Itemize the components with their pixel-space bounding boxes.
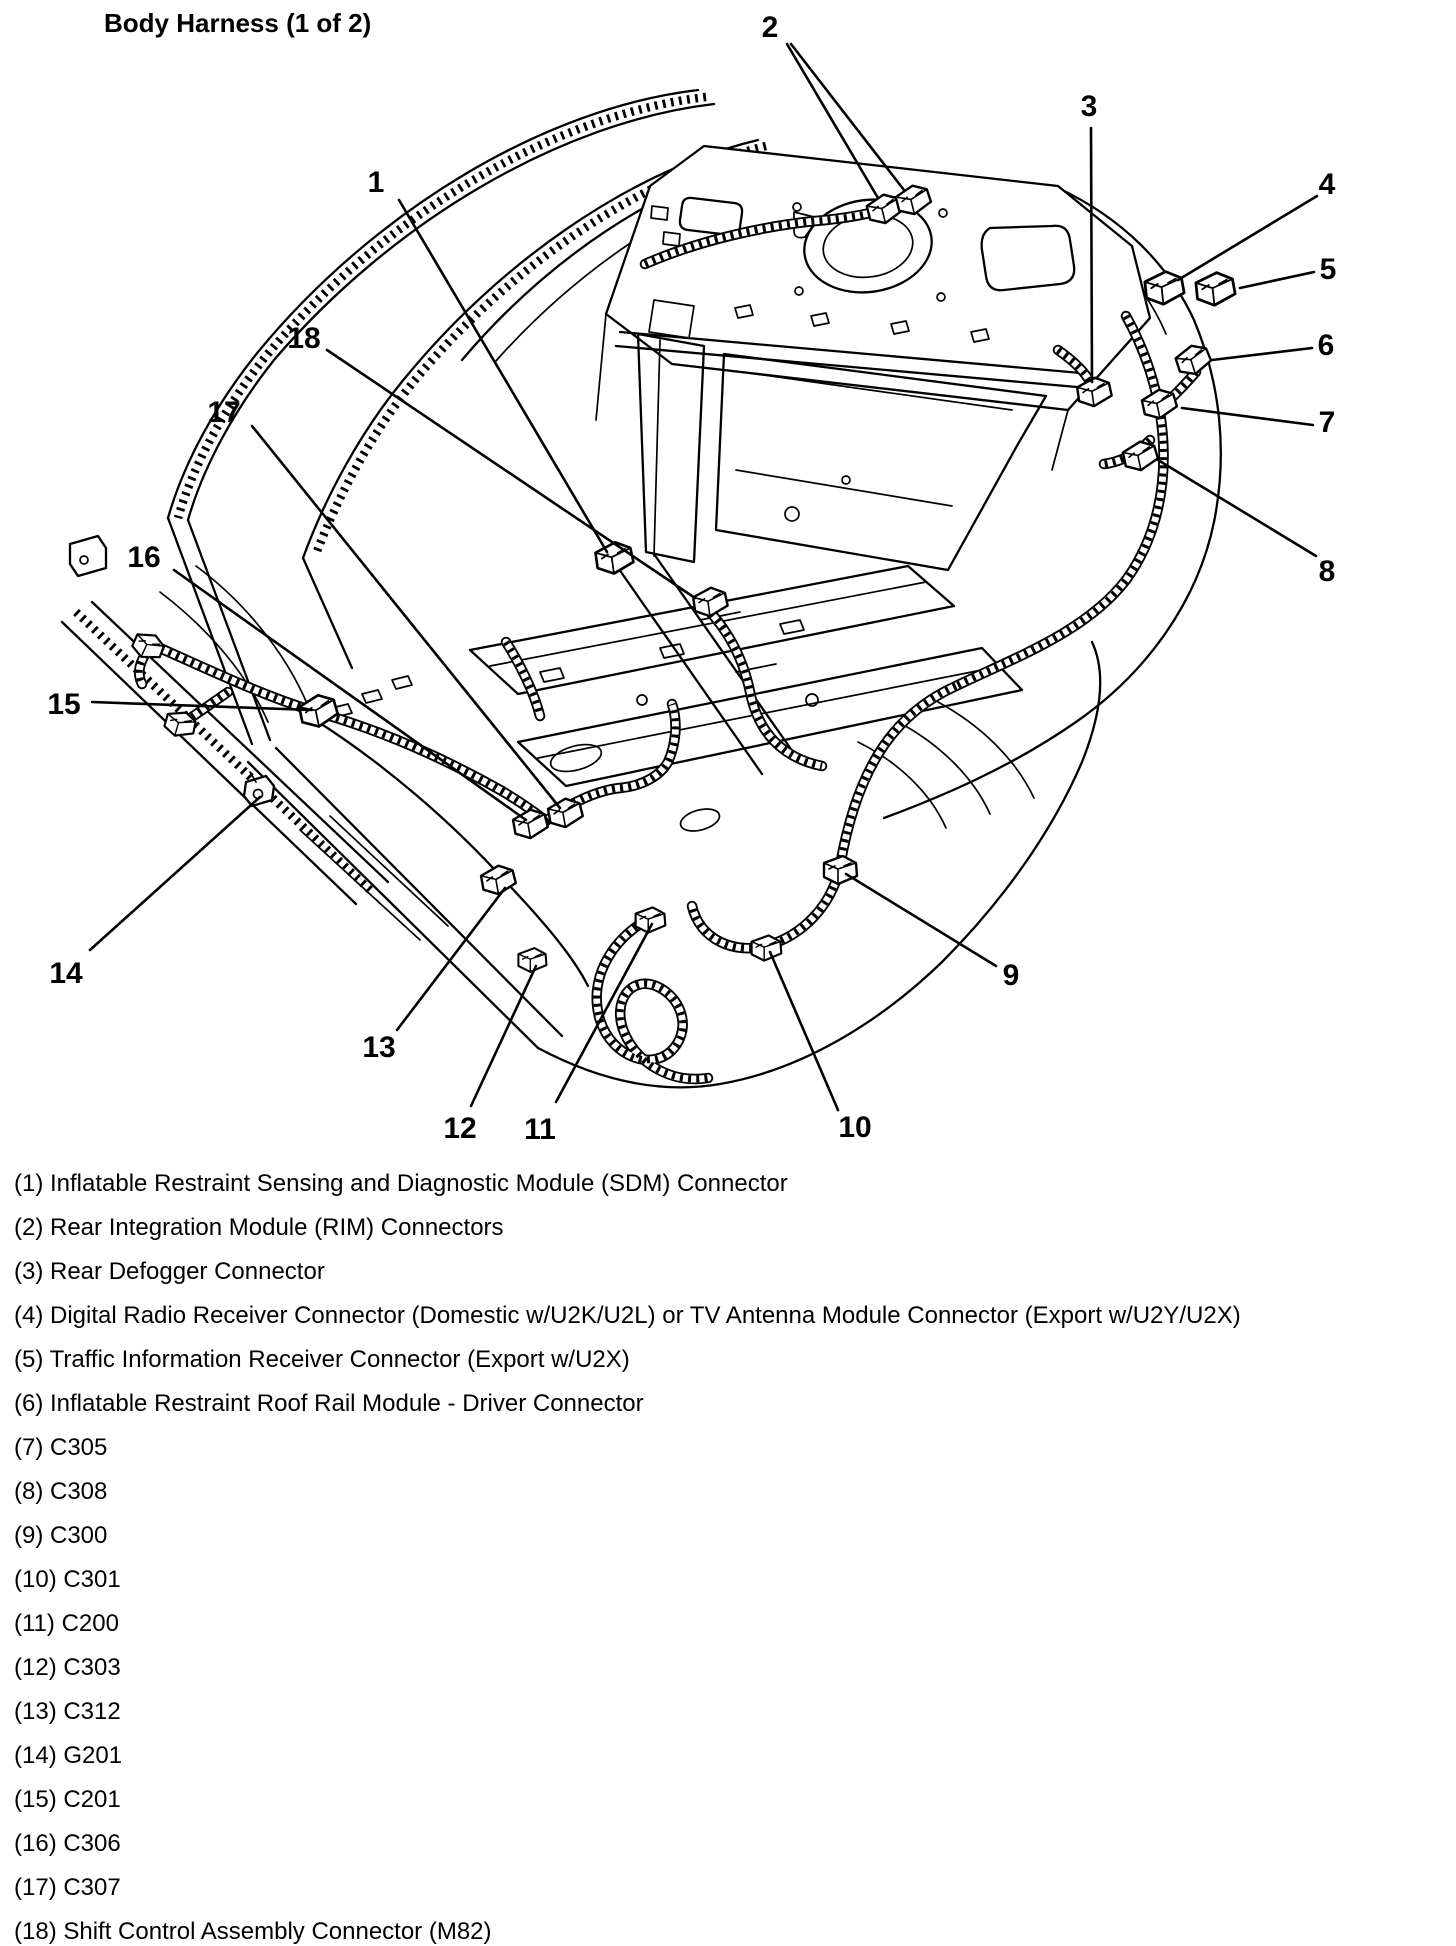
leader-line-3 (1091, 128, 1092, 382)
connector-c301 (752, 935, 782, 960)
callout-6: 6 (1317, 329, 1335, 362)
leader-line-10 (770, 952, 838, 1110)
body-line (300, 830, 420, 940)
seatback-fold (736, 470, 952, 506)
connector-digital-radio (1144, 270, 1185, 306)
callout-12: 12 (443, 1112, 477, 1145)
leader-line-14 (90, 797, 260, 950)
callout-13: 13 (362, 1031, 396, 1064)
leader-line-7 (1182, 408, 1313, 425)
legend-item-17: (17) C307 (14, 1874, 121, 1901)
callout-16: 16 (127, 541, 161, 574)
connector-shift-control (692, 586, 729, 618)
floor-clip (392, 676, 412, 689)
floor-oval (678, 805, 722, 835)
connector-c300 (824, 856, 857, 884)
body-line (248, 762, 538, 1048)
callout-1: 1 (367, 166, 385, 199)
connector-c308 (1121, 439, 1159, 473)
leader-line-4 (1178, 196, 1317, 280)
callout-15: 15 (47, 688, 81, 721)
floor-clip (362, 690, 382, 703)
callout-7: 7 (1318, 406, 1336, 439)
floor-hole (637, 695, 647, 705)
callout-17: 17 (207, 396, 241, 429)
body-line (303, 558, 352, 668)
legend-item-9: (9) C300 (14, 1522, 108, 1549)
shelf-support (596, 314, 606, 420)
callout-5: 5 (1319, 253, 1337, 286)
leader-line-17 (252, 426, 560, 808)
connector-c303 (518, 948, 546, 972)
crossmember (518, 648, 1022, 786)
connector-traffic-receiver (1195, 271, 1236, 307)
leader-line-13 (397, 888, 505, 1030)
callout-3: 3 (1080, 90, 1098, 123)
legend-item-5: (5) Traffic Information Receiver Connector (Export w/U2X) (14, 1346, 630, 1373)
legend-item-18: (18) Shift Control Assembly Connector (M82) (14, 1918, 492, 1945)
legend (14, 1162, 1241, 1946)
car-body-drawing (62, 90, 1221, 1087)
legend-item-16: (16) C306 (14, 1830, 121, 1857)
seat-bolt (842, 476, 850, 484)
legend-item-2: (2) Rear Integration Module (RIM) Connectors (14, 1214, 504, 1241)
legend-item-10: (10) C301 (14, 1566, 121, 1593)
legend-item-1: (1) Inflatable Restraint Sensing and Diagnostic Module (SDM) Connector (14, 1170, 788, 1197)
callout-18: 18 (287, 322, 321, 355)
crossmember-foot (540, 668, 564, 682)
legend-item-11: (11) C200 (14, 1610, 119, 1637)
leader-line-8 (1158, 460, 1316, 556)
connector-c312 (480, 863, 517, 896)
floor-rib (858, 742, 946, 828)
floor-rib (938, 702, 1034, 798)
seatback-column (638, 334, 704, 562)
body-line (276, 748, 562, 1036)
shelf-support (1052, 410, 1068, 470)
legend-item-13: (13) C312 (14, 1698, 121, 1725)
legend-item-6: (6) Inflatable Restraint Roof Rail Module - Driver Connector (14, 1390, 644, 1417)
callout-11: 11 (524, 1113, 556, 1146)
leader-line-6 (1212, 348, 1312, 360)
callout-2: 2 (761, 11, 779, 44)
leader-line-5 (1240, 272, 1314, 288)
crossmember (470, 566, 954, 694)
callout-14: 14 (49, 957, 83, 990)
callout-8: 8 (1318, 555, 1336, 588)
callout-9: 9 (1002, 959, 1020, 992)
striker-bracket (70, 536, 106, 576)
crossmember-foot (780, 620, 804, 634)
seat-bolt (785, 507, 799, 521)
legend-item-12: (12) C303 (14, 1654, 121, 1681)
legend-item-15: (15) C201 (14, 1786, 121, 1813)
leader-line-9 (846, 874, 996, 966)
connector-c306 (512, 807, 549, 840)
callout-4: 4 (1318, 168, 1336, 201)
floor-oval (548, 740, 604, 777)
legend-item-8: (8) C308 (14, 1478, 108, 1505)
connector-sdm (594, 540, 634, 576)
body-line (330, 816, 448, 926)
ground-strap-g201 (244, 776, 274, 806)
page-title: Body Harness (1 of 2) (104, 8, 372, 38)
legend-item-7: (7) C305 (14, 1434, 108, 1461)
sill-band (76, 612, 372, 892)
callout-10: 10 (838, 1111, 872, 1144)
legend-item-3: (3) Rear Defogger Connector (14, 1258, 325, 1285)
seatback-column-line (654, 340, 660, 556)
legend-item-4: (4) Digital Radio Receiver Connector (Domestic w/U2K/U2L) or TV Antenna Module Connector (Export w/U2Y/U2X) (14, 1302, 1241, 1329)
connector-roof-rail (1173, 341, 1213, 378)
legend-item-14: (14) G201 (14, 1742, 123, 1769)
floor-rib (898, 722, 990, 814)
